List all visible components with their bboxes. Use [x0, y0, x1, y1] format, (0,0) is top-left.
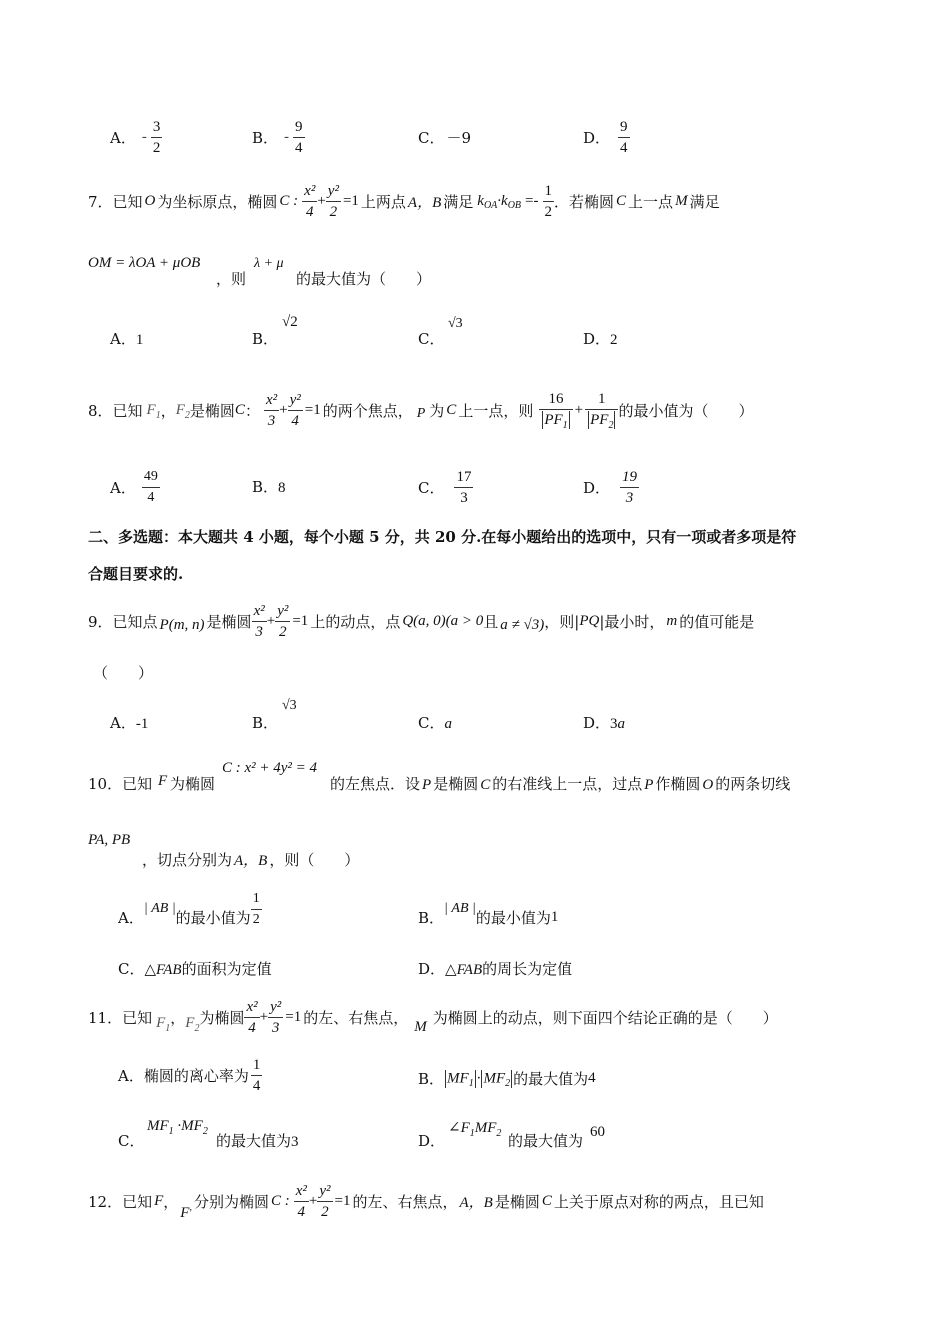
text: 上关于原点对称的两点，且已知 [553, 1192, 764, 1211]
option-label: C． [418, 128, 445, 147]
section-heading-cont: 合题目要求的. [88, 565, 184, 583]
option-label: B． [252, 128, 279, 147]
text: 的值可能是 [679, 612, 755, 631]
q12-stem [88, 1176, 764, 1226]
math-var: P(m, n) [159, 616, 205, 633]
math-var: Q(a, 0)(a > 0 [402, 612, 484, 629]
math-var: m [666, 612, 678, 629]
option-value: √2 [282, 314, 298, 330]
fraction: $\frac{16}{PF_1}$ [539, 389, 572, 432]
plus-sign: + [308, 1192, 318, 1209]
text: 的两个焦点， [322, 401, 413, 420]
math-var: C [234, 401, 245, 418]
text: ， [170, 1008, 186, 1027]
math-var: F [154, 1192, 164, 1209]
question-number: 11．已知 [88, 1008, 153, 1027]
math-var: C [616, 192, 627, 209]
math-var: ·k [497, 192, 508, 209]
fraction: $\frac{1}{PF_2}$ [585, 389, 618, 432]
q11-option-d: D． [418, 1132, 446, 1150]
text: 为坐标原点，椭圆 [157, 192, 278, 211]
text: 为椭圆 [170, 775, 216, 793]
text: ．若椭圆 [554, 192, 615, 211]
fraction: $\frac{\text{y²}}{2}$ [327, 182, 339, 220]
q10-option-c: C．△FAB的面积为定值 [118, 960, 272, 978]
equals: =1 [342, 192, 359, 209]
option-label: A． [110, 128, 136, 147]
q11-option-c: C． [118, 1132, 145, 1150]
fraction: $\frac{\text{y²}}{2}$ [319, 1182, 331, 1220]
fraction: $\frac{49}{4}$ [142, 467, 160, 508]
equals: =1 [285, 1008, 302, 1025]
q7-option-d: D．2 [583, 330, 618, 348]
plus-sign: + [317, 192, 326, 209]
math-var: PQ [579, 612, 600, 629]
text: 是椭圆 [494, 1192, 540, 1211]
text: 的最大值为（ ） [296, 270, 432, 288]
math-var: $F_2$ [175, 401, 190, 421]
fraction: $\frac{1}{4}$ [252, 1056, 261, 1094]
option-label: D． [583, 128, 611, 147]
text: 是椭圆 [189, 401, 235, 420]
math-var: PA, PB [88, 832, 131, 848]
q11-option-d-expr: $\angle F_1MF_2$ [448, 1120, 502, 1139]
math-var: C : [279, 192, 299, 209]
question-number: 12．已知 [88, 1192, 153, 1211]
question-number: 8．已知 [88, 401, 143, 420]
fraction: $\frac{3}{2}$ [152, 118, 161, 156]
q10-option-b: B． | AB | 的最小值为 1 [418, 901, 559, 927]
text: 上一点 [628, 192, 674, 211]
option-value: √3 [448, 316, 463, 331]
equals: =- [525, 192, 539, 209]
fraction: $\frac{\text{y²}}{4}$ [289, 391, 301, 429]
q11-stem [88, 992, 778, 1042]
text: 为椭圆 [199, 1008, 245, 1027]
math-expr: λ + μ [254, 256, 284, 271]
q9-option-a: A．-1 [110, 714, 149, 732]
q7-option-c: C． [418, 330, 445, 348]
math-var: A，B [407, 194, 442, 211]
q9-stem [88, 596, 754, 646]
q6-option-d [583, 112, 630, 162]
text: 的左、右焦点， [303, 1008, 409, 1027]
text: 为椭圆上的动点，则下面四个结论正确的是（ ） [432, 1008, 778, 1027]
text: 分别为椭圆 [193, 1192, 269, 1211]
q9-option-c: C．a [418, 714, 452, 732]
text: 的最小值为（ ） [618, 401, 754, 420]
q9-option-d: D．3a [583, 714, 626, 732]
math-var: $F_1$ [156, 1014, 171, 1034]
q7-option-b: B． [252, 330, 279, 348]
text: ，则| [544, 612, 580, 631]
text: ， [163, 1192, 179, 1211]
fraction: $\frac{1}{2}$ [544, 182, 553, 220]
q6-option-b [252, 112, 305, 162]
q11-option-a: A． 椭圆的离心率为 $\frac{1}{4}$ [118, 1056, 261, 1094]
text: 上的动点，点 [310, 612, 401, 631]
text: 满足 [689, 192, 720, 211]
fraction: $\frac{\text{y²}}{3}$ [270, 998, 282, 1036]
minus-sign: - [141, 128, 147, 145]
text: 上一点，则 [458, 401, 534, 420]
math-var: O [144, 192, 156, 209]
q8-option-d: D． $\frac{19}{3}$ [583, 468, 638, 506]
math-equation: C : x² + 4y² = 4 [222, 760, 318, 776]
q6-option-a [110, 112, 162, 162]
math-var: M [675, 192, 688, 209]
fraction: $\frac{1}{2}$ [251, 889, 262, 930]
math-var: M [414, 1018, 427, 1035]
math-var: P [416, 406, 426, 421]
text: 是椭圆 [206, 612, 252, 631]
q8-option-b: B．8 [252, 478, 286, 496]
math-var: k [477, 192, 484, 209]
q7-option-a: A．1 [110, 330, 144, 348]
vector-equation: OM = λOA + μOB [88, 255, 201, 271]
answer-paren: （ ） [93, 664, 154, 682]
text: ： [244, 401, 260, 420]
plus-sign: + [279, 401, 288, 418]
question-number: 9．已知点 [88, 612, 158, 631]
fraction: $\frac{\text{x²}}{3}$ [253, 602, 265, 640]
fraction: $\frac{\text{x²}}{4}$ [304, 182, 316, 220]
text: 为 [429, 401, 445, 420]
option-value: 60 [590, 1124, 605, 1140]
fraction: $\frac{9}{4}$ [620, 118, 628, 156]
q8-option-a: A． $\frac{49}{4}$ [110, 462, 160, 512]
math-var: C [541, 1192, 552, 1209]
plus-sign: + [259, 1008, 269, 1025]
q10-stem-end: ，切点分别为 A，B ，则（ ） [142, 851, 360, 869]
equals: =1 [334, 1192, 351, 1209]
q11-option-c-expr: $MF_1 \cdot MF_2$ [147, 1118, 208, 1137]
math-var: F, [180, 1201, 192, 1221]
text: 且 [483, 612, 499, 631]
section-heading: 二、多选题：本大题共 4 小题，每个小题 5 分，共 20 分.在每小题给出的选项中，只有一项或者多项是符 [88, 528, 797, 546]
q7-stem [88, 176, 720, 226]
math-var: C : [270, 1192, 290, 1209]
option-value: √3 [282, 698, 297, 713]
math-var: a ≠ √3) [500, 616, 545, 633]
q10-stem-rest: 的左焦点．设 P 是椭圆 C 的右准线上一点，过点 P 作椭圆 O 的两条切线 [330, 775, 791, 793]
minus-sign: - [284, 128, 290, 145]
q8-option-c: C． $\frac{17}{3}$ [418, 468, 472, 506]
plus-sign: + [574, 401, 584, 418]
question-number: 10．已知 [88, 775, 153, 793]
q11-option-c-tail: 的最大值为3 [216, 1132, 299, 1150]
math-var: $F_2$ [185, 1014, 200, 1034]
q8-stem [88, 370, 753, 450]
q9-option-b: B． [252, 714, 279, 732]
text: |最小时， [599, 612, 665, 631]
text: 的左、右焦点， [352, 1192, 458, 1211]
math-var: A，B [459, 1194, 493, 1211]
text: 满足 [443, 192, 474, 211]
fraction: $\frac{\text{x²}}{4}$ [246, 998, 258, 1036]
q10-option-a: A． | AB | 的最小值为 $\frac{1}{2}$ [118, 892, 262, 942]
subscript: OB [507, 199, 522, 211]
plus-sign: + [266, 612, 276, 629]
equals: =1 [292, 612, 309, 629]
math-var: $F_1$ [146, 401, 161, 421]
question-number: 7．已知 [88, 192, 143, 211]
subscript: OA [483, 199, 498, 211]
q11-option-b: B． $MF_1 \cdot MF_2$ 的最大值为 4 [418, 1069, 596, 1089]
text: ，则 [216, 270, 247, 288]
fraction: $\frac{\text{y²}}{2}$ [277, 602, 289, 640]
math-var: C [446, 401, 457, 418]
q11-option-d-tail: 的最大值为 [508, 1132, 584, 1150]
math-var: F [158, 773, 168, 789]
fraction: $\frac{17}{3}$ [456, 468, 472, 506]
text: ， [160, 401, 176, 420]
fraction: $\frac{\text{x²}}{3}$ [265, 391, 278, 429]
fraction: $\frac{19}{3}$ [622, 468, 638, 506]
text: 上两点 [360, 192, 406, 211]
q10-option-d: D．△FAB的周长为定值 [418, 960, 573, 978]
fraction: $\frac{9}{4}$ [295, 118, 303, 156]
q6-option-c [418, 112, 471, 162]
fraction: $\frac{\text{x²}}{4}$ [295, 1182, 307, 1220]
option-value: －9 [446, 128, 472, 147]
equals: =1 [304, 401, 321, 418]
